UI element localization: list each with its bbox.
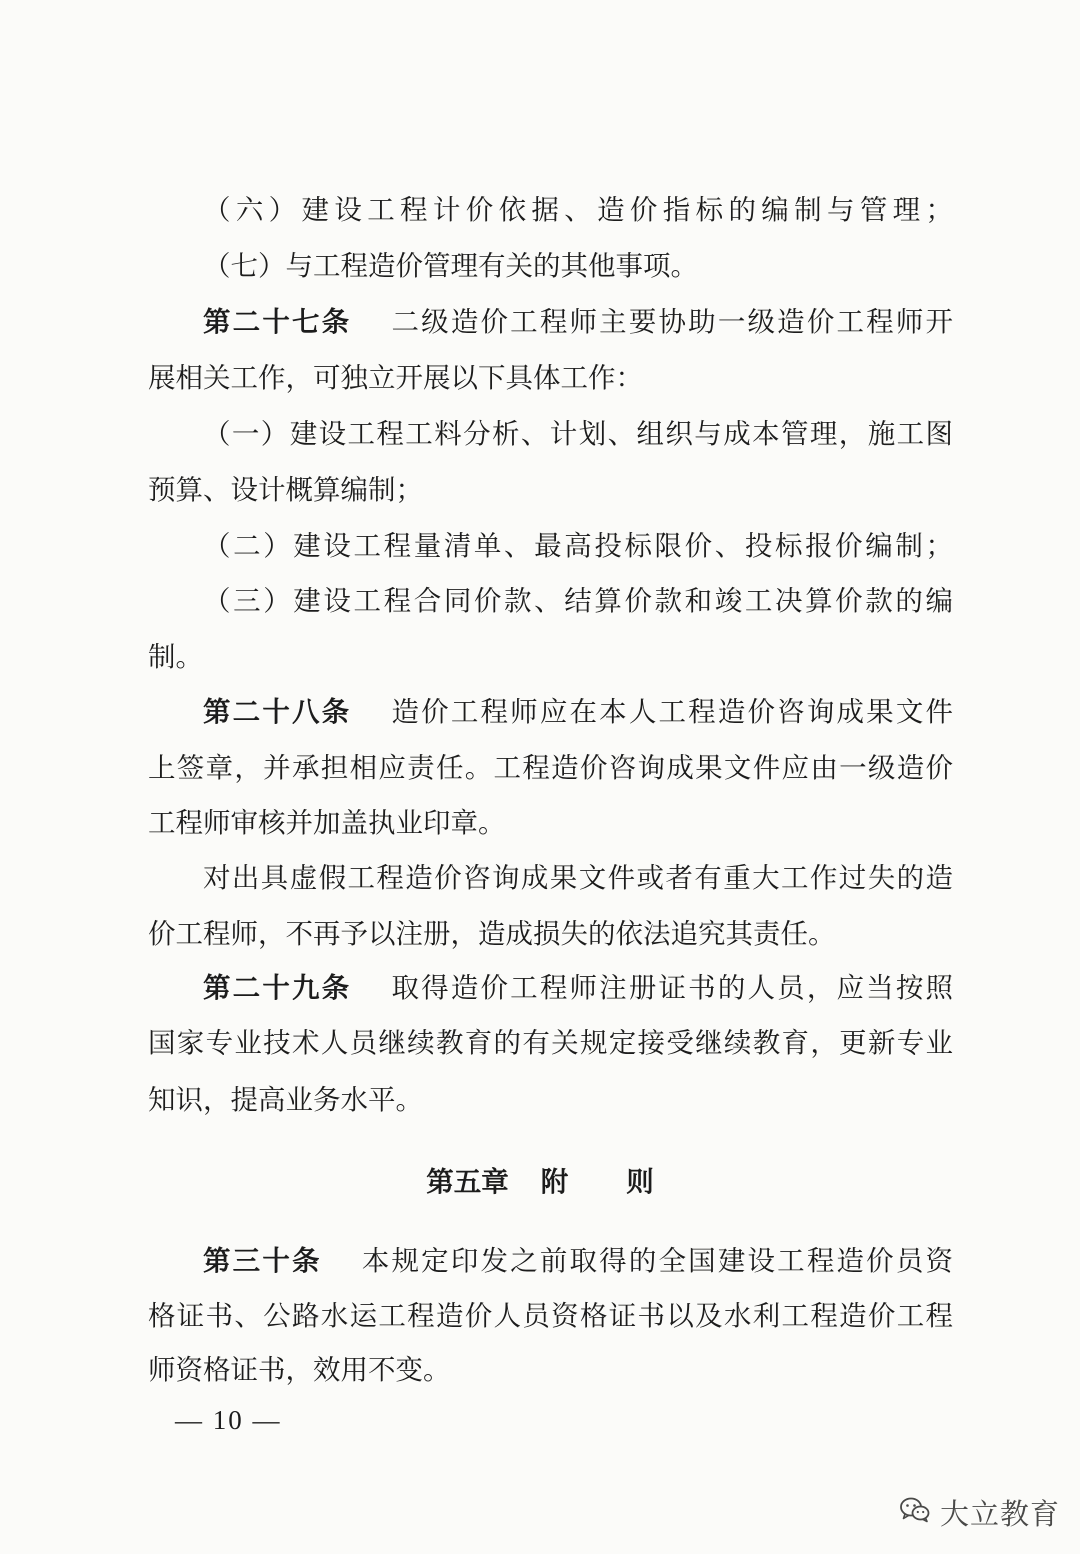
article-27-title: 第二十七条 [203,306,352,338]
article-29-title: 第二十九条 [203,972,352,1004]
clause-one: （一）建设工程工料分析、计划、组织与成本管理，施工图 [203,418,953,450]
clause-seven: （七）与工程造价管理有关的其他事项。 [203,250,698,282]
article-28-text: 造价工程师应在本人工程造价咨询成果文件 [389,696,953,728]
article-29-line-3: 知识，提高业务水平。 [148,1084,423,1116]
paragraph-false-documents: 对出具虚假工程造价咨询成果文件或者有重大工作过失的造 [203,862,953,894]
article-29-line-2: 国家专业技术人员继续教育的有关规定接受继续教育，更新专业 [148,1027,953,1059]
article-28-line-3: 工程师审核并加盖执业印章。 [148,807,506,839]
clause-two: （二）建设工程量清单、最高投标限价、投标报价编制； [203,530,953,562]
article-30-line-2: 格证书、公路水运工程造价人员资格证书以及水利工程造价工程 [148,1300,953,1332]
chapter-heading [0,1162,1080,1202]
page-number: — 10 — [175,1405,282,1435]
chapter-number: 第五章 [426,1166,509,1198]
article-30-line-3: 师资格证书，效用不变。 [148,1354,451,1386]
article-29 [203,968,953,1008]
watermark [900,1492,1060,1532]
chapter-word-1: 附 [540,1166,569,1198]
article-27-text: 二级造价工程师主要协助一级造价工程师开 [389,306,953,338]
article-27 [203,302,953,342]
article-27-line-2: 展相关工作，可独立开展以下具体工作： [148,362,643,394]
article-30-title: 第三十条 [203,1245,322,1277]
article-28-title: 第二十八条 [203,696,352,728]
watermark-text: 大立教育 [940,1496,1061,1531]
chapter-word-2: 则 [626,1166,654,1198]
article-29-text: 取得造价工程师注册证书的人员，应当按照 [389,972,953,1004]
article-28 [203,692,953,732]
clause-three: （三）建设工程合同价款、结算价款和竣工决算价款的编 [203,585,953,617]
article-28-line-2: 上签章，并承担相应责任。工程造价咨询成果文件应由一级造价 [148,752,953,784]
wechat-icon [900,1497,930,1527]
clause-one-line-2: 预算、设计概算编制； [148,474,423,506]
article-30-text: 本规定印发之前取得的全国建设工程造价员资 [359,1245,953,1277]
clause-six: （六）建设工程计价依据、造价指标的编制与管理； [203,194,953,226]
article-30 [203,1241,953,1281]
paragraph-false-documents-line-2: 价工程师，不再予以注册，造成损失的依法追究其责任。 [148,918,836,950]
clause-three-line-2: 制。 [148,641,203,673]
